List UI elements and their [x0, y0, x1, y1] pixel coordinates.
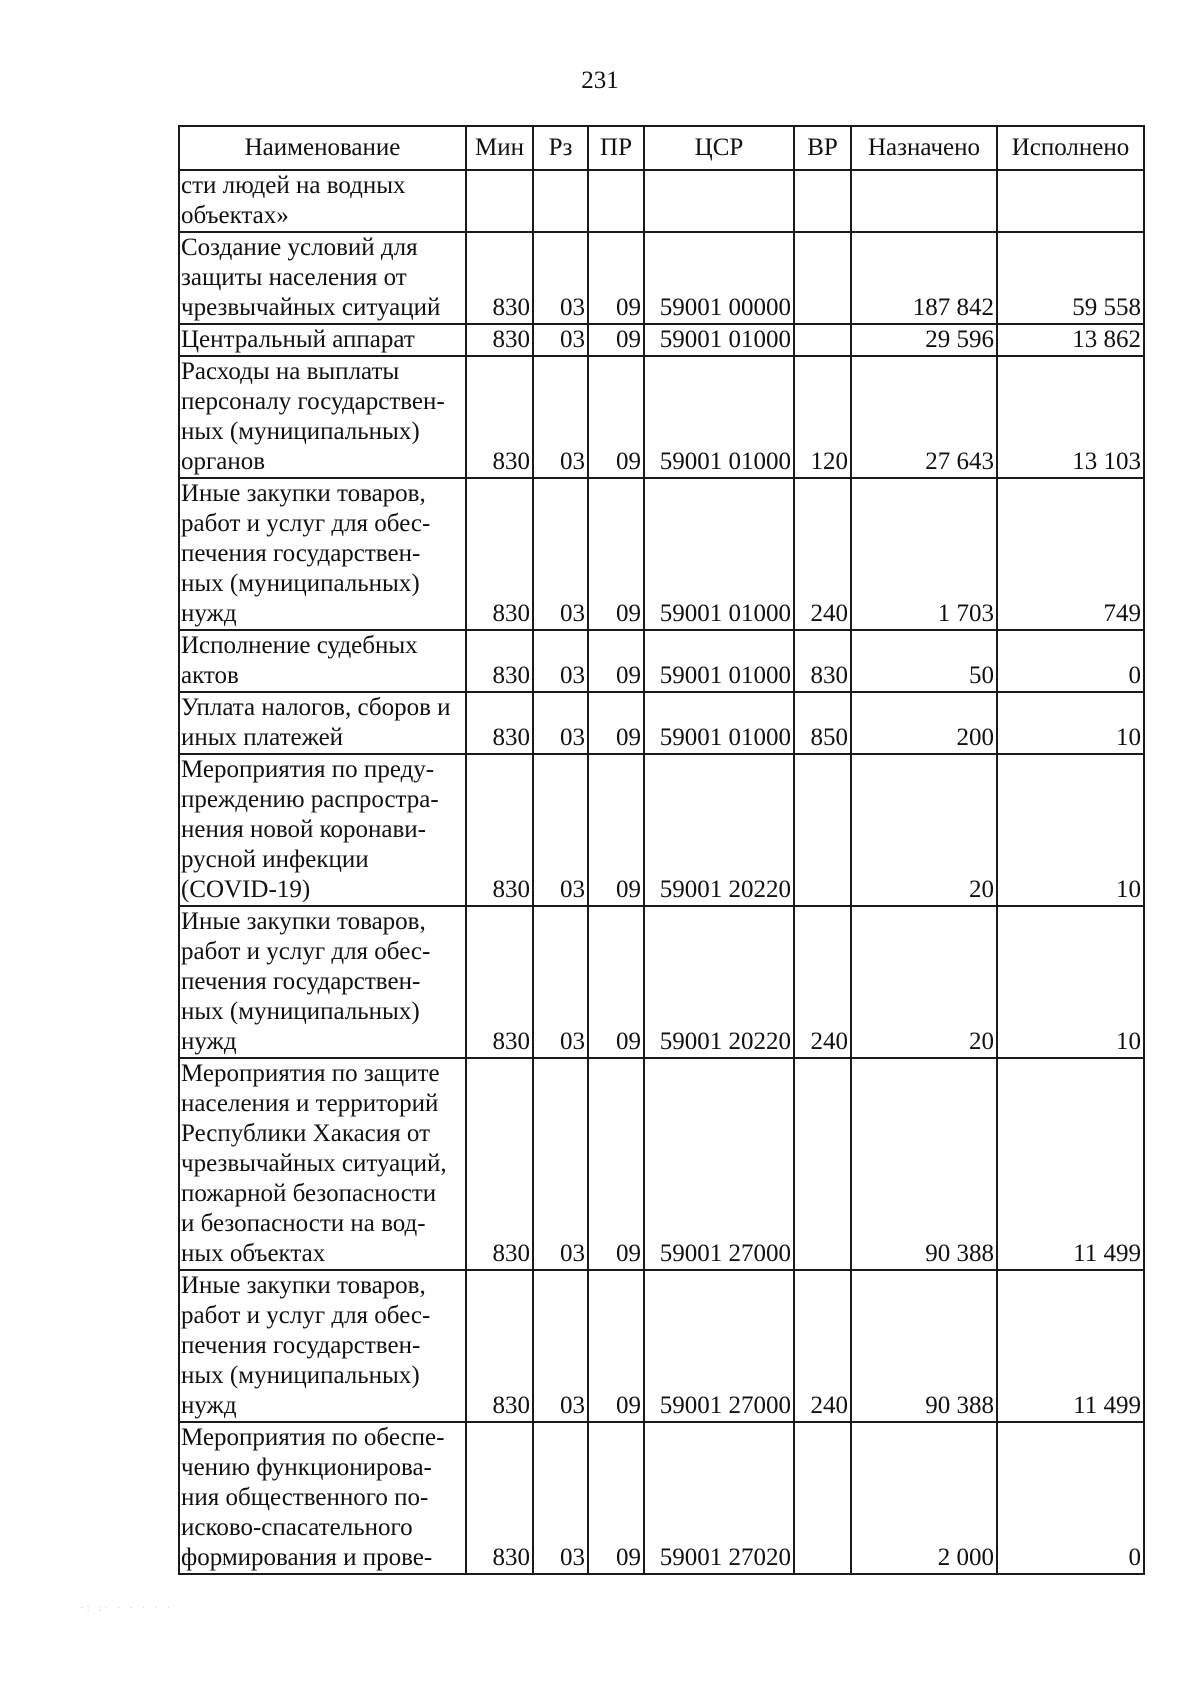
cell-executed: 10: [997, 906, 1144, 1058]
cell-assigned: 50: [851, 630, 997, 692]
cell-assigned: 1 703: [851, 478, 997, 630]
cell-rz: 03: [533, 478, 588, 630]
cell-rz: 03: [533, 1270, 588, 1422]
table-row: [179, 356, 1144, 478]
table-row: [179, 692, 1144, 754]
cell-rz: 03: [533, 232, 588, 324]
table-row: [179, 1422, 1144, 1574]
cell-assigned: [851, 170, 997, 232]
cell-min: 830: [466, 232, 533, 324]
cell-rz: 03: [533, 754, 588, 906]
table-body: [179, 170, 1144, 1574]
page-number: 231: [581, 67, 619, 94]
cell-vr: [794, 1058, 851, 1270]
cell-executed: 11 499: [997, 1058, 1144, 1270]
cell-vr: [794, 170, 851, 232]
cell-pr: 09: [588, 906, 644, 1058]
cell-name: Исполнение судебных актов: [179, 630, 466, 692]
cell-pr: 09: [588, 692, 644, 754]
table-row: [179, 1270, 1144, 1422]
cell-vr: 240: [794, 478, 851, 630]
cell-assigned: 29 596: [851, 324, 997, 356]
cell-pr: 09: [588, 754, 644, 906]
cell-rz: 03: [533, 906, 588, 1058]
cell-executed: 10: [997, 692, 1144, 754]
cell-executed: 749: [997, 478, 1144, 630]
table-row: [179, 478, 1144, 630]
cell-name: Мероприятия по обеспе- чению функционирова- ния общественного по- исково-спасательного формирования и прове-: [179, 1422, 466, 1574]
cell-executed: [997, 170, 1144, 232]
cell-min: 830: [466, 478, 533, 630]
cell-csr: 59001 01000: [644, 692, 794, 754]
cell-vr: [794, 1422, 851, 1574]
cell-min: 830: [466, 1270, 533, 1422]
cell-name: Создание условий для защиты населения от чрезвычайных ситуаций: [179, 232, 466, 324]
cell-executed: 0: [997, 630, 1144, 692]
cell-assigned: 90 388: [851, 1270, 997, 1422]
cell-assigned: 90 388: [851, 1058, 997, 1270]
cell-assigned: 187 842: [851, 232, 997, 324]
cell-rz: 03: [533, 356, 588, 478]
table-row: [179, 906, 1144, 1058]
cell-pr: 09: [588, 630, 644, 692]
cell-min: 830: [466, 356, 533, 478]
cell-rz: 03: [533, 1058, 588, 1270]
cell-csr: 59001 27000: [644, 1270, 794, 1422]
cell-name: Расходы на выплаты персоналу государствен- ных (муниципальных) органов: [179, 356, 466, 478]
cell-name: сти людей на водных объектах»: [179, 170, 466, 232]
cell-pr: 09: [588, 232, 644, 324]
cell-csr: 59001 20220: [644, 906, 794, 1058]
cell-pr: 09: [588, 1270, 644, 1422]
cell-csr: 59001 01000: [644, 324, 794, 356]
cell-name: Иные закупки товаров, работ и услуг для обес- печения государствен- ных (муниципальных) нужд: [179, 478, 466, 630]
cell-rz: 03: [533, 324, 588, 356]
cell-name: Центральный аппарат: [179, 324, 466, 356]
cell-name: Мероприятия по защите населения и территорий Республики Хакасия от чрезвычайных ситуаций, пожарной безопасности и безопасности на вод- ных объектах: [179, 1058, 466, 1270]
header-executed: Исполнено: [997, 126, 1144, 170]
cell-csr: 59001 01000: [644, 478, 794, 630]
cell-min: 830: [466, 754, 533, 906]
table-row: [179, 754, 1144, 906]
cell-name: Уплата налогов, сборов и иных платежей: [179, 692, 466, 754]
cell-pr: [588, 170, 644, 232]
cell-pr: 09: [588, 324, 644, 356]
cell-rz: 03: [533, 1422, 588, 1574]
cell-executed: 0: [997, 1422, 1144, 1574]
cell-executed: 10: [997, 754, 1144, 906]
table-row: [179, 630, 1144, 692]
cell-assigned: 27 643: [851, 356, 997, 478]
table-row: [179, 232, 1144, 324]
cell-pr: 09: [588, 356, 644, 478]
cell-min: 830: [466, 692, 533, 754]
table-row: [179, 324, 1144, 356]
cell-executed: 13 862: [997, 324, 1144, 356]
cell-pr: 09: [588, 478, 644, 630]
cell-min: 830: [466, 630, 533, 692]
cell-executed: 59 558: [997, 232, 1144, 324]
cell-executed: 11 499: [997, 1270, 1144, 1422]
cell-executed: 13 103: [997, 356, 1144, 478]
cell-min: 830: [466, 324, 533, 356]
budget-table: [178, 125, 1145, 1575]
cell-pr: 09: [588, 1422, 644, 1574]
cell-pr: 09: [588, 1058, 644, 1270]
cell-csr: 59001 01000: [644, 356, 794, 478]
scan-artifact: ·: :· · · · · ·: [80, 1602, 174, 1614]
cell-vr: 850: [794, 692, 851, 754]
cell-csr: [644, 170, 794, 232]
cell-vr: [794, 232, 851, 324]
table-row: [179, 170, 1144, 232]
cell-assigned: 20: [851, 754, 997, 906]
cell-csr: 59001 20220: [644, 754, 794, 906]
cell-rz: [533, 170, 588, 232]
cell-vr: [794, 754, 851, 906]
cell-min: 830: [466, 906, 533, 1058]
table-header-row: [179, 126, 1144, 170]
cell-vr: [794, 324, 851, 356]
cell-rz: 03: [533, 692, 588, 754]
cell-min: [466, 170, 533, 232]
header-assigned: Назначено: [851, 126, 997, 170]
cell-vr: 240: [794, 906, 851, 1058]
cell-rz: 03: [533, 630, 588, 692]
cell-assigned: 200: [851, 692, 997, 754]
cell-assigned: 20: [851, 906, 997, 1058]
header-name: Наименование: [179, 126, 466, 170]
header-rz: Рз: [533, 126, 588, 170]
header-pr: ПР: [588, 126, 644, 170]
cell-assigned: 2 000: [851, 1422, 997, 1574]
cell-csr: 59001 27020: [644, 1422, 794, 1574]
cell-vr: 120: [794, 356, 851, 478]
cell-csr: 59001 01000: [644, 630, 794, 692]
cell-vr: 240: [794, 1270, 851, 1422]
header-csr: ЦСР: [644, 126, 794, 170]
cell-name: Мероприятия по преду- преждению распростра- нения новой коронави- русной инфекции (COVID-19): [179, 754, 466, 906]
cell-csr: 59001 27000: [644, 1058, 794, 1270]
cell-csr: 59001 00000: [644, 232, 794, 324]
cell-name: Иные закупки товаров, работ и услуг для обес- печения государствен- ных (муниципальных) нужд: [179, 906, 466, 1058]
header-vr: ВР: [794, 126, 851, 170]
cell-min: 830: [466, 1422, 533, 1574]
header-min: Мин: [466, 126, 533, 170]
cell-name: Иные закупки товаров, работ и услуг для обес- печения государствен- ных (муниципальных) нужд: [179, 1270, 466, 1422]
table-row: [179, 1058, 1144, 1270]
cell-vr: 830: [794, 630, 851, 692]
cell-min: 830: [466, 1058, 533, 1270]
